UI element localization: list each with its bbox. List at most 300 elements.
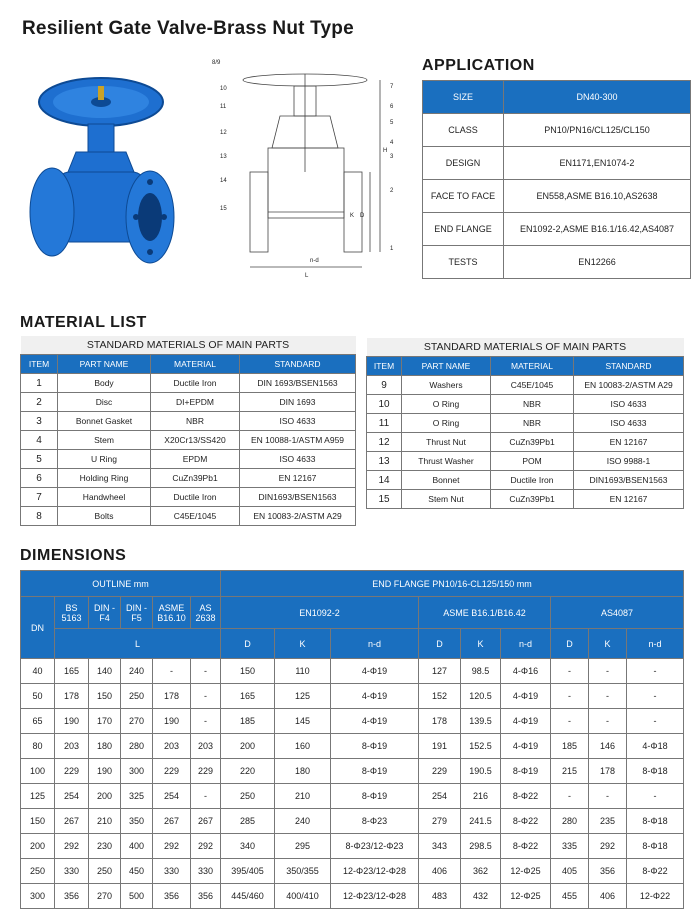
drawing-label: n-d: [310, 258, 319, 264]
dimension-cell: 400/410: [275, 884, 331, 909]
drawing-label: 4: [390, 140, 394, 146]
std-col-header: DIN -F5: [121, 597, 153, 629]
dimension-cell: 203: [153, 734, 191, 759]
dimension-cell: 229: [55, 759, 89, 784]
dimension-cell: 191: [419, 734, 461, 759]
standard-cell: EN 12167: [574, 490, 684, 509]
part-name-cell: Washers: [402, 376, 491, 395]
material-cell: CuZn39Pb1: [491, 433, 574, 452]
dimension-cell: 8-Φ19: [501, 759, 551, 784]
material-row: [367, 376, 684, 395]
dimension-cell: 292: [153, 834, 191, 859]
drawing-label: 8/9: [212, 60, 221, 66]
app-label: END FLANGE: [423, 213, 504, 246]
item-cell: 14: [367, 471, 402, 490]
dimension-cell: 300: [121, 759, 153, 784]
drawing-label: 7: [390, 84, 394, 90]
dimension-cell: 190: [153, 709, 191, 734]
dimension-cell: 406: [419, 859, 461, 884]
part-name-cell: Disc: [58, 393, 151, 412]
dimension-cell: 203: [191, 734, 221, 759]
dimension-cell: 395/405: [221, 859, 275, 884]
material-row: [367, 490, 684, 509]
dimension-cell: 343: [419, 834, 461, 859]
dimension-cell: 180: [275, 759, 331, 784]
dimension-cell: 152.5: [461, 734, 501, 759]
dimension-row: [21, 684, 684, 709]
part-name-cell: Bolts: [58, 507, 151, 526]
standard-cell: DIN1693/BSEN1563: [240, 488, 356, 507]
dimension-cell: 150: [221, 659, 275, 684]
dimension-cell: 362: [461, 859, 501, 884]
dimension-cell: 120.5: [461, 684, 501, 709]
dimensions-heading: DIMENSIONS: [20, 547, 127, 564]
page-title: Resilient Gate Valve-Brass Nut Type: [22, 18, 354, 39]
dimension-cell: 200: [221, 734, 275, 759]
dimension-cell: 241.5: [461, 809, 501, 834]
app-value: EN1092-2,ASME B16.1/16.42,AS4087: [504, 213, 691, 246]
material-heading: MATERIAL LIST: [20, 314, 147, 331]
material-cell: NBR: [491, 395, 574, 414]
dimension-cell: 356: [191, 884, 221, 909]
dimension-cell: 292: [191, 834, 221, 859]
flange-col-header: D: [419, 629, 461, 659]
standard-cell: EN 12167: [574, 433, 684, 452]
material-caption: STANDARD MATERIALS OF MAIN PARTS: [367, 338, 684, 357]
col-header: STANDARD: [574, 357, 684, 376]
app-value: EN12266: [504, 246, 691, 279]
dimension-cell: 295: [275, 834, 331, 859]
dimension-cell: 170: [89, 709, 121, 734]
material-row: [367, 433, 684, 452]
dimension-cell: 178: [153, 684, 191, 709]
dimension-cell: 8-Φ22: [501, 809, 551, 834]
col-header: STANDARD: [240, 355, 356, 374]
part-name-cell: O Ring: [402, 395, 491, 414]
dimension-cell: 356: [55, 884, 89, 909]
material-cell: Ductile Iron: [491, 471, 574, 490]
material-caption: STANDARD MATERIALS OF MAIN PARTS: [21, 336, 356, 355]
dimension-cell: 267: [55, 809, 89, 834]
dimension-cell: 12-Φ23/12-Φ28: [331, 859, 419, 884]
dimension-cell: 4-Φ19: [331, 659, 419, 684]
dimension-cell: -: [627, 659, 684, 684]
item-cell: 12: [367, 433, 402, 452]
dimension-cell: 220: [221, 759, 275, 784]
dimension-cell: 178: [55, 684, 89, 709]
material-row: [21, 412, 356, 431]
dimension-cell: 254: [419, 784, 461, 809]
dimension-cell: 8-Φ19: [331, 784, 419, 809]
dimension-cell: 4-Φ16: [501, 659, 551, 684]
drawing-label: L: [305, 273, 309, 279]
drawing-label: 14: [220, 178, 227, 184]
dimension-cell: 432: [461, 884, 501, 909]
dimension-cell: 270: [89, 884, 121, 909]
dimension-cell: 12-Φ25: [501, 859, 551, 884]
dimension-cell: 250: [221, 784, 275, 809]
standard-cell: ISO 4633: [574, 395, 684, 414]
dimension-cell: 8-Φ22: [627, 859, 684, 884]
dimension-cell: 356: [589, 859, 627, 884]
dimension-cell: 210: [89, 809, 121, 834]
col-header: PART NAME: [58, 355, 151, 374]
dn-header: DN: [21, 597, 55, 659]
item-cell: 5: [21, 450, 58, 469]
standard-cell: ISO 9988-1: [574, 452, 684, 471]
dimension-cell: 8-Φ19: [331, 734, 419, 759]
item-cell: 15: [367, 490, 402, 509]
dimension-cell: -: [589, 684, 627, 709]
dimension-cell: 500: [121, 884, 153, 909]
dimension-cell: 445/460: [221, 884, 275, 909]
dimension-cell: 190: [55, 709, 89, 734]
part-name-cell: Stem: [58, 431, 151, 450]
drawing-label: 13: [220, 154, 227, 160]
dimension-cell: -: [627, 709, 684, 734]
dimension-cell: 230: [89, 834, 121, 859]
dimension-cell: 216: [461, 784, 501, 809]
drawing-label: 3: [390, 154, 394, 160]
dimension-cell: 8-Φ19: [331, 759, 419, 784]
part-name-cell: Thrust Washer: [402, 452, 491, 471]
col-header: ITEM: [21, 355, 58, 374]
material-cell: C45E/1045: [491, 376, 574, 395]
dimension-cell: 455: [551, 884, 589, 909]
col-header: MATERIAL: [491, 357, 574, 376]
dimension-cell: 285: [221, 809, 275, 834]
dimension-cell: 350: [121, 809, 153, 834]
dimension-cell: 4-Φ19: [331, 684, 419, 709]
drawing-label: H: [383, 148, 388, 154]
app-label: FACE TO FACE: [423, 180, 504, 213]
material-row: [21, 450, 356, 469]
standard-cell: DIN 1693/BSEN1563: [240, 374, 356, 393]
flange-group-header: ASME B16.1/B16.42: [419, 597, 551, 629]
dimension-cell: -: [153, 659, 191, 684]
dimension-cell: 250: [21, 859, 55, 884]
dimension-cell: 405: [551, 859, 589, 884]
material-row: [21, 488, 356, 507]
flange-col-header: K: [589, 629, 627, 659]
dimension-cell: -: [589, 659, 627, 684]
standard-cell: EN 10083-2/ASTM A29: [574, 376, 684, 395]
dimension-cell: 139.5: [461, 709, 501, 734]
drawing-label: D: [360, 213, 365, 219]
material-cell: CuZn39Pb1: [491, 490, 574, 509]
part-name-cell: Holding Ring: [58, 469, 151, 488]
item-cell: 1: [21, 374, 58, 393]
dimension-cell: 165: [55, 659, 89, 684]
standard-cell: DIN 1693: [240, 393, 356, 412]
application-heading: APPLICATION: [422, 57, 535, 74]
std-col-header: AS 2638: [191, 597, 221, 629]
item-cell: 3: [21, 412, 58, 431]
dimension-cell: 178: [419, 709, 461, 734]
item-cell: 6: [21, 469, 58, 488]
dimension-cell: 292: [55, 834, 89, 859]
part-name-cell: Bonnet Gasket: [58, 412, 151, 431]
dimension-cell: 280: [121, 734, 153, 759]
material-row: [367, 452, 684, 471]
drawing-label: 5: [390, 120, 394, 126]
dimension-cell: 330: [153, 859, 191, 884]
part-name-cell: Thrust Nut: [402, 433, 491, 452]
app-value: EN1171,EN1074-2: [504, 147, 691, 180]
dimension-cell: 229: [153, 759, 191, 784]
material-cell: Ductile Iron: [151, 374, 240, 393]
dimension-cell: 300: [21, 884, 55, 909]
dimension-cell: 4-Φ19: [501, 709, 551, 734]
col-header: PART NAME: [402, 357, 491, 376]
dimension-cell: -: [191, 659, 221, 684]
dimension-cell: 8-Φ23: [331, 809, 419, 834]
flange-col-header: D: [221, 629, 275, 659]
drawing-label: 6: [390, 104, 394, 110]
dimension-cell: 200: [21, 834, 55, 859]
dimension-cell: 325: [121, 784, 153, 809]
dimension-cell: 146: [589, 734, 627, 759]
dimension-cell: 229: [419, 759, 461, 784]
dimension-cell: 100: [21, 759, 55, 784]
app-label: TESTS: [423, 246, 504, 279]
item-cell: 11: [367, 414, 402, 433]
item-cell: 9: [367, 376, 402, 395]
material-cell: NBR: [151, 412, 240, 431]
item-cell: 13: [367, 452, 402, 471]
drawing-label: 12: [220, 130, 227, 136]
standard-cell: EN 10088-1/ASTM A959: [240, 431, 356, 450]
dimension-cell: 406: [589, 884, 627, 909]
dimension-cell: 110: [275, 659, 331, 684]
dimension-cell: 254: [153, 784, 191, 809]
dimension-cell: 450: [121, 859, 153, 884]
dimension-cell: 165: [221, 684, 275, 709]
col-header: ITEM: [367, 357, 402, 376]
dimension-cell: 12-Φ23/12-Φ28: [331, 884, 419, 909]
valve-photo: [26, 72, 176, 272]
dimension-cell: -: [589, 784, 627, 809]
dimension-cell: 200: [89, 784, 121, 809]
dimension-cell: 65: [21, 709, 55, 734]
dimension-cell: 8-Φ22: [501, 784, 551, 809]
dimension-cell: -: [551, 684, 589, 709]
dimension-cell: 330: [55, 859, 89, 884]
dimension-cell: -: [191, 709, 221, 734]
drawing-label: 1: [390, 246, 394, 252]
dimension-cell: 190: [89, 759, 121, 784]
dimension-row: [21, 659, 684, 684]
flange-group-header: AS4087: [551, 597, 684, 629]
dimension-cell: 190.5: [461, 759, 501, 784]
dimension-cell: 178: [589, 759, 627, 784]
dimension-cell: 40: [21, 659, 55, 684]
standard-cell: EN 12167: [240, 469, 356, 488]
dimension-cell: 80: [21, 734, 55, 759]
dimension-row: [21, 834, 684, 859]
material-cell: CuZn39Pb1: [151, 469, 240, 488]
material-cell: DI+EPDM: [151, 393, 240, 412]
dimension-cell: -: [191, 684, 221, 709]
dimension-cell: 203: [55, 734, 89, 759]
l-header: L: [55, 629, 221, 659]
dimension-cell: 235: [589, 809, 627, 834]
dimension-row: [21, 884, 684, 909]
app-value: EN558,ASME B16.10,AS2638: [504, 180, 691, 213]
material-row: [367, 471, 684, 490]
dimension-cell: 279: [419, 809, 461, 834]
dimension-cell: 160: [275, 734, 331, 759]
item-cell: 8: [21, 507, 58, 526]
dimension-row: [21, 759, 684, 784]
outline-header: OUTLINE mm: [21, 571, 221, 597]
end-flange-header: END FLANGE PN10/16-CL125/150 mm: [221, 571, 684, 597]
material-cell: EPDM: [151, 450, 240, 469]
dimension-cell: 8-Φ18: [627, 834, 684, 859]
dimension-cell: 150: [21, 809, 55, 834]
app-label: SIZE: [423, 81, 504, 114]
material-row: [21, 507, 356, 526]
drawing-label: K: [350, 213, 355, 219]
dimension-cell: 8-Φ22: [501, 834, 551, 859]
drawing-label: 15: [220, 206, 227, 212]
dimension-cell: 180: [89, 734, 121, 759]
dimension-cell: 254: [55, 784, 89, 809]
dimension-row: [21, 709, 684, 734]
part-name-cell: Stem Nut: [402, 490, 491, 509]
dimension-cell: 335: [551, 834, 589, 859]
standard-cell: ISO 4633: [574, 414, 684, 433]
part-name-cell: O Ring: [402, 414, 491, 433]
dimension-cell: 125: [275, 684, 331, 709]
flange-col-header: K: [461, 629, 501, 659]
drawing-label: 11: [220, 104, 227, 110]
dimension-cell: 229: [191, 759, 221, 784]
col-header: MATERIAL: [151, 355, 240, 374]
dimension-cell: 250: [89, 859, 121, 884]
dimension-cell: 152: [419, 684, 461, 709]
material-cell: NBR: [491, 414, 574, 433]
dimension-cell: 267: [153, 809, 191, 834]
std-col-header: ASME B16.10: [153, 597, 191, 629]
dimension-cell: 292: [589, 834, 627, 859]
dimension-cell: 270: [121, 709, 153, 734]
dimension-row: [21, 809, 684, 834]
dimension-cell: -: [627, 784, 684, 809]
dimension-cell: 4-Φ19: [331, 709, 419, 734]
dimension-cell: 125: [21, 784, 55, 809]
drawing-label: 10: [220, 86, 227, 92]
flange-col-header: K: [275, 629, 331, 659]
flange-col-header: n-d: [501, 629, 551, 659]
application-table: [422, 80, 691, 279]
material-row: [21, 469, 356, 488]
dimension-cell: 50: [21, 684, 55, 709]
dimension-cell: -: [191, 784, 221, 809]
dimension-cell: 140: [89, 659, 121, 684]
app-value: DN40-300: [504, 81, 691, 114]
dimension-cell: 12-Φ22: [627, 884, 684, 909]
dimension-cell: 356: [153, 884, 191, 909]
dimension-cell: 210: [275, 784, 331, 809]
dimension-cell: 150: [89, 684, 121, 709]
material-row: [21, 431, 356, 450]
dimension-cell: 4-Φ19: [501, 684, 551, 709]
part-name-cell: Bonnet: [402, 471, 491, 490]
dimension-cell: -: [551, 784, 589, 809]
dimension-cell: 240: [275, 809, 331, 834]
part-name-cell: Handwheel: [58, 488, 151, 507]
material-row: [367, 395, 684, 414]
dimension-cell: 298.5: [461, 834, 501, 859]
flange-col-header: n-d: [331, 629, 419, 659]
flange-group-header: EN1092-2: [221, 597, 419, 629]
dimension-cell: -: [551, 709, 589, 734]
dimension-cell: 185: [221, 709, 275, 734]
std-col-header: BS 5163: [55, 597, 89, 629]
dimension-cell: 4-Φ18: [627, 734, 684, 759]
item-cell: 10: [367, 395, 402, 414]
dimension-cell: 340: [221, 834, 275, 859]
standard-cell: ISO 4633: [240, 412, 356, 431]
item-cell: 2: [21, 393, 58, 412]
part-name-cell: U Ring: [58, 450, 151, 469]
material-table-right: [366, 338, 684, 509]
material-table-left: [20, 336, 356, 526]
dimension-cell: 8-Φ18: [627, 809, 684, 834]
part-name-cell: Body: [58, 374, 151, 393]
app-value: PN10/PN16/CL125/CL150: [504, 114, 691, 147]
dimensions-table: [20, 570, 684, 909]
app-label: CLASS: [423, 114, 504, 147]
dimension-row: [21, 734, 684, 759]
dimension-cell: 98.5: [461, 659, 501, 684]
dimension-cell: 267: [191, 809, 221, 834]
dimension-cell: -: [551, 659, 589, 684]
std-col-header: DIN -F4: [89, 597, 121, 629]
material-cell: POM: [491, 452, 574, 471]
dimension-cell: -: [627, 684, 684, 709]
material-cell: C45E/1045: [151, 507, 240, 526]
dimension-cell: 483: [419, 884, 461, 909]
material-row: [21, 374, 356, 393]
material-row: [367, 414, 684, 433]
item-cell: 4: [21, 431, 58, 450]
dimension-cell: 330: [191, 859, 221, 884]
material-cell: Ductile Iron: [151, 488, 240, 507]
dimension-row: [21, 859, 684, 884]
item-cell: 7: [21, 488, 58, 507]
dimension-cell: 185: [551, 734, 589, 759]
standard-cell: ISO 4633: [240, 450, 356, 469]
flange-col-header: D: [551, 629, 589, 659]
dimension-cell: 400: [121, 834, 153, 859]
flange-col-header: n-d: [627, 629, 684, 659]
dimension-cell: 8-Φ23/12-Φ23: [331, 834, 419, 859]
material-row: [21, 393, 356, 412]
app-label: DESIGN: [423, 147, 504, 180]
dimension-cell: 250: [121, 684, 153, 709]
standard-cell: EN 10083-2/ASTM A29: [240, 507, 356, 526]
valve-section-drawing: [210, 52, 410, 292]
dimension-row: [21, 784, 684, 809]
dimension-cell: 215: [551, 759, 589, 784]
dimension-cell: 127: [419, 659, 461, 684]
dimension-cell: 350/355: [275, 859, 331, 884]
dimension-cell: 280: [551, 809, 589, 834]
dimension-cell: 240: [121, 659, 153, 684]
material-cell: X20Cr13/SS420: [151, 431, 240, 450]
